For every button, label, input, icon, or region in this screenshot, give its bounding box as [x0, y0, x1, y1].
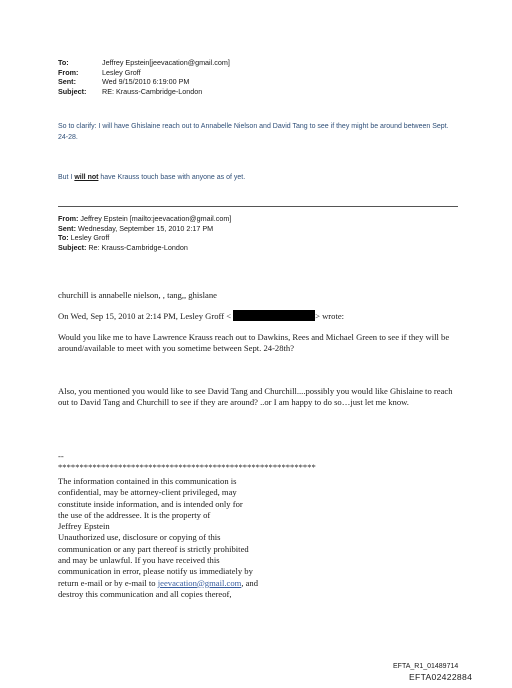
sent-label: Sent:: [58, 77, 76, 87]
body-line-1: churchill is annabelle nielson, , tang,, ghislane: [58, 290, 217, 300]
disclaimer-line: the use of the addressee. It is the property of: [58, 509, 211, 520]
redaction-box: [233, 310, 315, 321]
quoted-email-header: [58, 214, 231, 252]
quoted-from-label: From:: [58, 214, 79, 223]
body-paragraph-3: Would you like me to have Lawrence Krauss reach out to Dawkins, Rees and Michael Green to see if they will be around/available to meet with you sometime between Sept. 24-28th?: [58, 332, 450, 354]
reply-emphasis: will not: [74, 174, 99, 181]
quoted-sent-label: Sent:: [58, 223, 76, 233]
reply-text-pre: But I: [58, 174, 75, 181]
subject-value: RE: Krauss-Cambridge-London: [102, 86, 203, 96]
signature-dash: --: [58, 451, 64, 461]
reply-paragraph-1: So to clarify: I will have Ghislaine reach out to Annabelle Nielson and David Tang to see if they might be around between Sept. 24-28.: [58, 123, 449, 141]
quoted-from-row: [58, 214, 231, 224]
quoted-to-row: [58, 233, 231, 243]
disclaimer: [58, 476, 308, 600]
disclaimer-line: communication in error, please notify us immediately by: [58, 566, 253, 577]
quoted-to-label: To:: [58, 233, 69, 243]
quoted-sent-value: Wednesday, September 15, 2010 2:17 PM: [77, 223, 214, 233]
quoted-subject-label: Subject:: [58, 242, 87, 252]
disclaimer-line: destroy this communication and all copies thereof,: [58, 588, 232, 599]
sent-row: [58, 77, 230, 87]
quoted-subject-row: [58, 243, 231, 253]
quoted-to-value: Lesley Groff: [70, 233, 110, 243]
body-paragraph-4: Also, you mentioned you would like to see David Tang and Churchill....possibly you would like Ghislaine to reach out to David Tang and Churchill to see if they are around? ..or I am happy to do so…just let me know.: [58, 386, 453, 408]
quote-pre: On Wed, Sep 15, 2010 at 2:14 PM, Lesley Groff <: [58, 311, 232, 321]
email-header: [58, 58, 230, 96]
from-label: From:: [58, 67, 79, 77]
disclaimer-line: constitute inside information, and is intended only for: [58, 498, 243, 509]
disclaimer-line: [58, 578, 308, 589]
subject-label: Subject:: [58, 86, 87, 96]
quoted-sent-row: [58, 224, 231, 234]
disclaimer-line: The information contained in this communication is: [58, 476, 237, 486]
to-row: [58, 58, 230, 68]
quoted-from-value: Jeffrey Epstein [mailto:jeevacation@gmail.com]: [80, 214, 232, 223]
disclaimer-line: communication or any part thereof is strictly prohibited: [58, 543, 249, 554]
quote-attribution: [58, 310, 344, 322]
to-label: To:: [58, 58, 69, 67]
to-value: Jeffrey Epstein[jeevacation@gmail.com]: [102, 58, 230, 67]
quoted-subject-value: Re: Krauss-Cambridge-London: [88, 242, 188, 252]
quote-post: > wrote:: [315, 311, 345, 321]
subject-row: [58, 87, 230, 97]
star-divider: ************************************************************: [58, 462, 316, 472]
disclaimer-text: return e-mail or by e-mail to: [58, 577, 158, 588]
disclaimer-line: Unauthorized use, disclosure or copying of this: [58, 532, 221, 543]
sent-value: Wed 9/15/2010 6:19:00 PM: [102, 77, 190, 87]
disclaimer-text: , and: [241, 577, 259, 588]
disclaimer-line: Jeffrey Epstein: [58, 521, 110, 532]
disclaimer-line: confidential, may be attorney-client privileged, may: [58, 487, 237, 498]
from-row: [58, 68, 230, 78]
email-link[interactable]: jeevacation@gmail.com: [157, 577, 242, 588]
reply-text-post: have Krauss touch base with anyone as of yet.: [98, 174, 246, 181]
disclaimer-line: and may be unlawful. If you have received this: [58, 555, 220, 566]
reply-paragraph-2: [58, 173, 458, 183]
bates-number-2: EFTA02422884: [409, 672, 473, 682]
bates-number-1: EFTA_R1_01489714: [393, 663, 459, 670]
separator-line: [58, 206, 458, 207]
from-value: Lesley Groff: [102, 67, 141, 77]
